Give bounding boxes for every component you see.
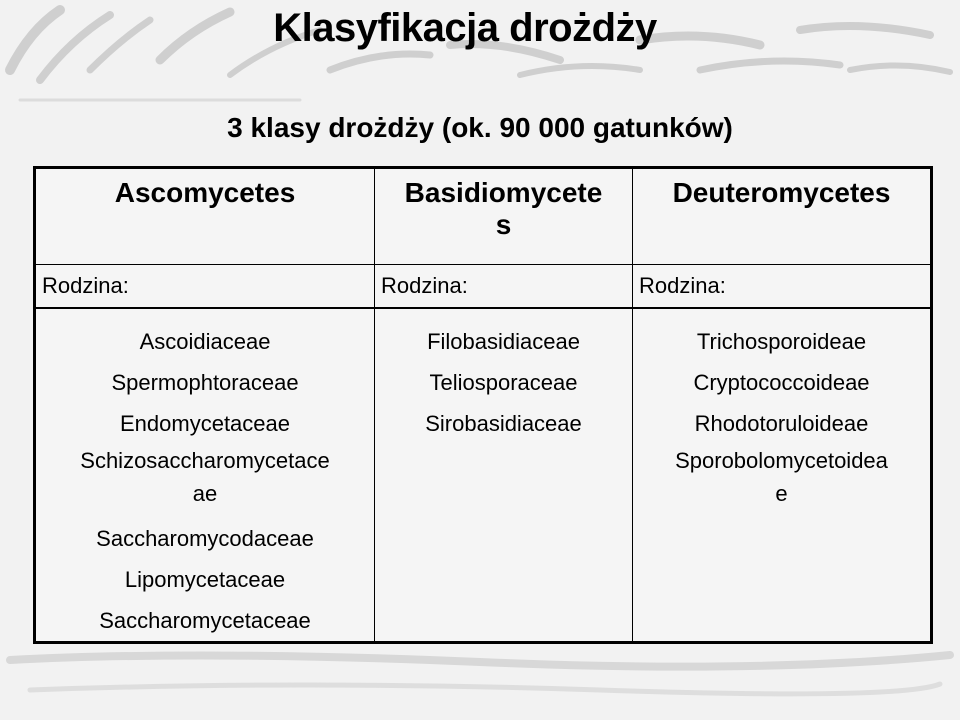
brush-stroke xyxy=(330,54,430,70)
brush-stroke xyxy=(520,66,640,75)
classification-table xyxy=(33,166,933,644)
family-item: Saccharomycetaceae xyxy=(99,608,311,633)
family-item: Spermophtoraceae xyxy=(111,370,299,395)
family-item: Endomycetaceae xyxy=(120,411,290,436)
header-row xyxy=(35,168,932,265)
rodzina-label: Rodzina: xyxy=(633,265,932,309)
family-list-ascomycetes xyxy=(35,308,375,643)
column-header-deuteromycetes: Deuteromycetes xyxy=(633,168,932,265)
family-list-deuteromycetes xyxy=(633,308,932,643)
brush-stroke xyxy=(10,655,950,667)
family-item: Trichosporoideae xyxy=(696,329,867,354)
family-item: Sirobasidiaceae xyxy=(425,411,582,436)
family-item: Rhodotoruloideae xyxy=(694,411,869,436)
brush-stroke xyxy=(30,684,940,694)
family-item: Filobasidiaceae xyxy=(427,329,580,354)
column-header-basidiomycetes: Basidiomycete s xyxy=(375,168,633,265)
brush-stroke xyxy=(700,61,840,70)
slide-subtitle: 3 klasy drożdży (ok. 90 000 gatunków) xyxy=(227,112,733,143)
slide-title: Klasyfikacja drożdży xyxy=(273,6,657,50)
rodzina-row xyxy=(35,265,932,309)
family-item: Teliosporaceae xyxy=(429,370,578,395)
brush-stroke xyxy=(850,65,950,72)
family-item: Schizosaccharomycetace ae xyxy=(80,448,330,506)
rodzina-label: Rodzina: xyxy=(35,265,375,309)
family-item: Cryptococcoideae xyxy=(693,370,870,395)
family-item: Saccharomycodaceae xyxy=(96,526,314,551)
family-list-basidiomycetes xyxy=(375,308,633,643)
families-row xyxy=(35,308,932,643)
family-item: Sporobolomycetoidea e xyxy=(675,448,888,506)
family-item: Ascoidiaceae xyxy=(139,329,271,354)
column-header-ascomycetes: Ascomycetes xyxy=(35,168,375,265)
rodzina-label: Rodzina: xyxy=(375,265,633,309)
family-item: Lipomycetaceae xyxy=(124,567,286,592)
